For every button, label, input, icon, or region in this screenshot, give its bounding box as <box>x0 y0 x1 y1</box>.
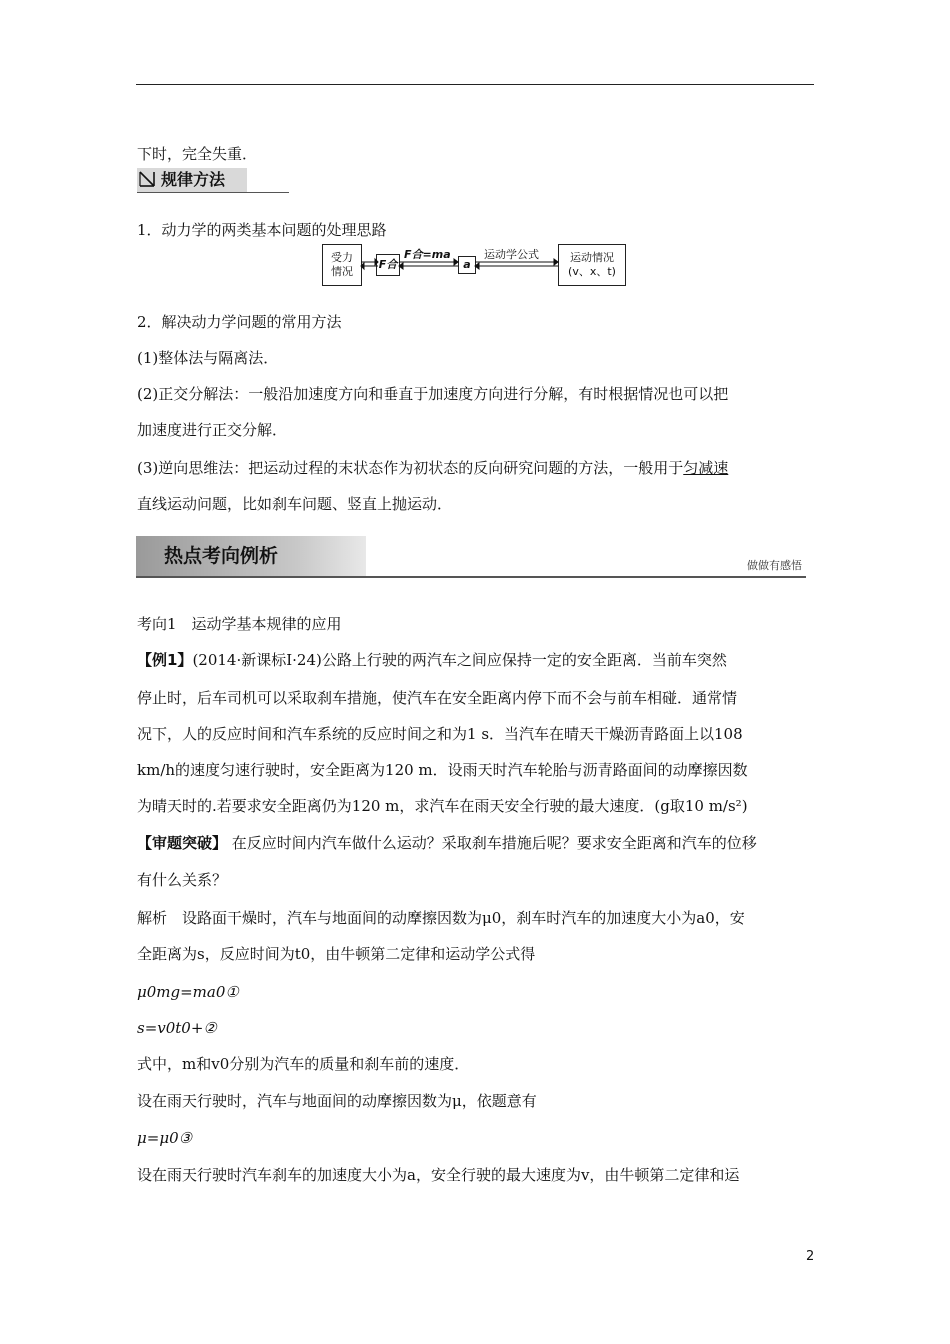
analysis-line3: 式中，m和v0分别为汽车的质量和刹车前的速度． <box>137 1055 470 1073</box>
example-line2: 停止时，后车司机可以采取刹车措施，使汽车在安全距离内停下而不会与前车相碰．通常情 <box>137 689 738 707</box>
rule-1: 1．动力学的两类基本问题的处理思路 <box>137 221 387 239</box>
section-rule <box>137 192 289 193</box>
breakthrough-line1 <box>137 833 757 853</box>
section-header-hot <box>136 536 806 578</box>
section-header-rules <box>137 168 289 194</box>
method-1: (1)整体法与隔离法． <box>137 349 279 367</box>
analysis-line4: 设在雨天行驶时，汽车与地面间的动摩擦因数为μ，依题意有 <box>137 1092 537 1110</box>
method-2-line1: (2)正交分解法：一般沿加速度方向和垂直于加速度方向进行分解，有时根据情况也可以把 <box>137 385 729 403</box>
topic-1: 考向1 运动学基本规律的应用 <box>137 615 342 633</box>
acceleration-box: a <box>458 256 476 274</box>
force-box-line1: 受力 <box>331 251 353 264</box>
method-3-line1 <box>137 458 728 478</box>
example-tag: 【例1】 <box>137 651 193 669</box>
example-text: (2014·新课标Ⅰ·24)公路上行驶的两汽车之间应保持一定的安全距离．当前车突然 <box>192 651 727 669</box>
net-force-box: F合 <box>376 254 400 276</box>
analysis-line5: 设在雨天行驶时汽车刹车的加速度大小为a，安全行驶的最大速度为v，由牛顿第二定律和运 <box>137 1166 740 1184</box>
analysis-line2: 全距离为s，反应时间为t0，由牛顿第二定律和运动学公式得 <box>137 945 536 963</box>
method-2-line2: 加速度进行正交分解． <box>137 421 288 439</box>
rule-2: 2．解决动力学问题的常用方法 <box>137 313 342 331</box>
equation-3: μ=μ0③ <box>137 1129 193 1147</box>
example-line1 <box>137 650 727 670</box>
method-3-line2: 直线运动问题，比如刹车问题、竖直上抛运动． <box>137 495 453 513</box>
intro-text: 下时，完全失重． <box>137 145 258 163</box>
dynamics-flow-diagram <box>322 244 627 288</box>
section-note: 做做有感悟 <box>747 559 802 572</box>
kinematics-label: 运动学公式 <box>484 248 539 261</box>
breakthrough-text: 在反应时间内汽车做什么运动？采取刹车措施后呢？要求安全距离和汽车的位移 <box>231 834 757 852</box>
corner-triangle-icon <box>139 171 155 187</box>
section-title: 热点考向例析 <box>164 545 279 567</box>
equation-1: μ0mg=ma0① <box>137 983 239 1001</box>
equation-2: s=v0t0+② <box>137 1019 217 1037</box>
motion-box-line2: (v、x、t) <box>568 265 616 278</box>
force-box-line2: 情况 <box>331 265 353 278</box>
page-number: 2 <box>806 1249 815 1264</box>
method-3-underlined: 匀减速 <box>683 459 729 477</box>
breakthrough-line2: 有什么关系？ <box>137 871 228 889</box>
header-rule <box>136 84 814 85</box>
example-line4: km/h的速度匀速行驶时，安全距离为120 m．设雨天时汽车轮胎与沥青路面间的动摩擦因数 <box>137 761 748 779</box>
method-3-text: (3)逆向思维法：把运动过程的末状态作为初状态的反向研究问题的方法，一般用于 <box>137 459 684 477</box>
example-line3: 况下，人的反应时间和汽车系统的反应时间之和为1 s．当汽车在晴天干燥沥青路面上以108 <box>137 725 743 743</box>
flow-arrows <box>322 244 627 288</box>
breakthrough-tag: 【审题突破】 <box>137 834 228 852</box>
newton-law-label: F合=ma <box>404 248 451 261</box>
example-line5: 为晴天时的.若要求安全距离仍为120 m，求汽车在雨天安全行驶的最大速度．(g取10 m/s²) <box>137 797 748 815</box>
analysis-line1: 解析 设路面干燥时，汽车与地面间的动摩擦因数为μ0，刹车时汽车的加速度大小为a0，安 <box>137 909 745 927</box>
section-rule <box>136 576 806 578</box>
section-title: 规律方法 <box>161 170 226 189</box>
motion-box-line1: 运动情况 <box>570 251 614 264</box>
